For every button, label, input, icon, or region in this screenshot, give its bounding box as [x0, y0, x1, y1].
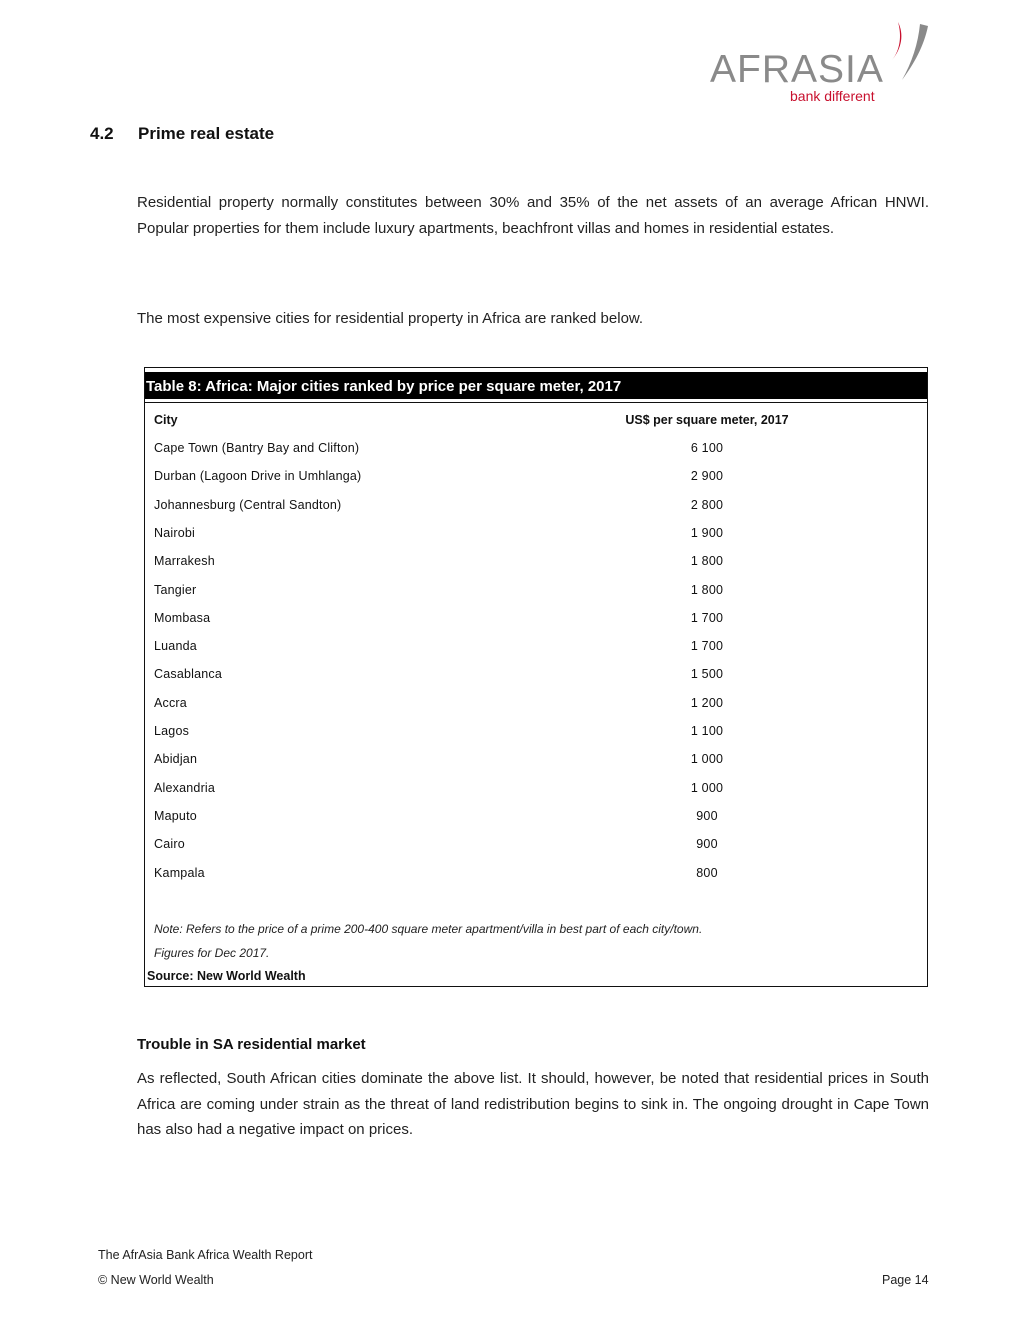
header-city: City	[154, 413, 178, 427]
row-price: 1 000	[690, 780, 724, 795]
row-price: 1 200	[690, 695, 724, 710]
row-price: 1 800	[690, 554, 724, 569]
footer-copyright: © New World Wealth	[98, 1273, 214, 1287]
row-city: Luanda	[154, 639, 197, 654]
table-note-date: Figures for Dec 2017.	[154, 946, 270, 960]
footer-page-number: Page 14	[882, 1273, 929, 1287]
row-city: Alexandria	[154, 780, 216, 795]
footer-report-title: The AfrAsia Bank Africa Wealth Report	[98, 1248, 313, 1262]
paragraph-sa-market: As reflected, South African cities dominate the above list. It should, however, be noted that residential prices in South Africa are coming under strain as the threat of land redistribution begins to sink in. The ongoing drought in Cape Town has also had a negative impact on prices.	[137, 1070, 929, 1138]
logo-tagline: bank different	[790, 88, 875, 104]
table-row	[145, 724, 927, 744]
row-city: Marrakesh	[154, 554, 215, 569]
table-row	[145, 526, 927, 546]
row-city: Cape Town (Bantry Bay and Clifton)	[154, 441, 360, 455]
subheading: Trouble in SA residential market	[137, 1036, 366, 1053]
row-city: Accra	[154, 695, 187, 710]
row-price: 1 800	[690, 582, 724, 597]
row-price: 2 900	[690, 469, 724, 484]
row-price: 1 700	[690, 639, 724, 654]
row-city: Lagos	[154, 724, 190, 738]
row-price: 1 900	[690, 525, 724, 540]
row-price: 1 000	[690, 752, 724, 767]
table-row	[145, 498, 927, 518]
row-price: 1 700	[690, 610, 724, 625]
table-row	[145, 809, 927, 829]
paragraph-intro: Residential property normally constitutes between 30% and 35% of the net assets of an average African HNWI. Popular properties for them include luxury apartments, beachfront villas and homes in residential estates.	[137, 194, 929, 237]
row-price: 900	[696, 837, 718, 852]
row-price: 1 100	[690, 724, 724, 738]
section-heading	[90, 124, 274, 144]
section-title: Prime real estate	[138, 124, 275, 143]
table-source: Source: New World Wealth	[147, 969, 306, 983]
table-row	[145, 469, 927, 489]
table-row	[145, 866, 927, 886]
table-row	[145, 837, 927, 857]
city-price-table	[144, 367, 928, 987]
row-city: Cairo	[154, 837, 185, 852]
table-row	[145, 752, 927, 772]
paragraph-ranking-intro: The most expensive cities for residential property in Africa are ranked below.	[137, 310, 644, 327]
table-row	[145, 554, 927, 574]
table-row	[145, 667, 927, 687]
row-city: Abidjan	[154, 752, 198, 767]
afrasia-logo	[708, 20, 934, 108]
section-number: 4.2	[90, 124, 114, 143]
row-price: 1 500	[690, 667, 724, 682]
logo-swoosh-icon	[880, 20, 934, 82]
row-price: 2 800	[690, 497, 724, 512]
row-price: 900	[696, 808, 718, 823]
row-city: Mombasa	[154, 610, 211, 625]
table-note: Note: Refers to the price of a prime 200-400 square meter apartment/villa in best part of each city/town.	[154, 922, 703, 936]
row-city: Durban (Lagoon Drive in Umhlanga)	[154, 469, 362, 484]
row-city: Tangier	[154, 582, 197, 597]
row-city: Johannesburg (Central Sandton)	[154, 497, 342, 512]
row-city: Nairobi	[154, 525, 195, 540]
table-row	[145, 639, 927, 659]
table-title-rule	[145, 402, 927, 403]
table-row	[145, 583, 927, 603]
header-price: US$ per square meter, 2017	[625, 413, 789, 427]
table-title: Table 8: Africa: Major cities ranked by price per square meter, 2017	[145, 372, 927, 399]
row-price: 6 100	[690, 441, 724, 455]
row-city: Casablanca	[154, 667, 223, 682]
table-row	[145, 696, 927, 716]
row-city: Maputo	[154, 808, 197, 823]
table-row	[145, 781, 927, 801]
logo-wordmark: AFRASIA	[710, 48, 884, 91]
table-row	[145, 441, 927, 461]
row-city: Kampala	[154, 865, 205, 880]
row-price: 800	[696, 865, 718, 880]
table-row	[145, 611, 927, 631]
